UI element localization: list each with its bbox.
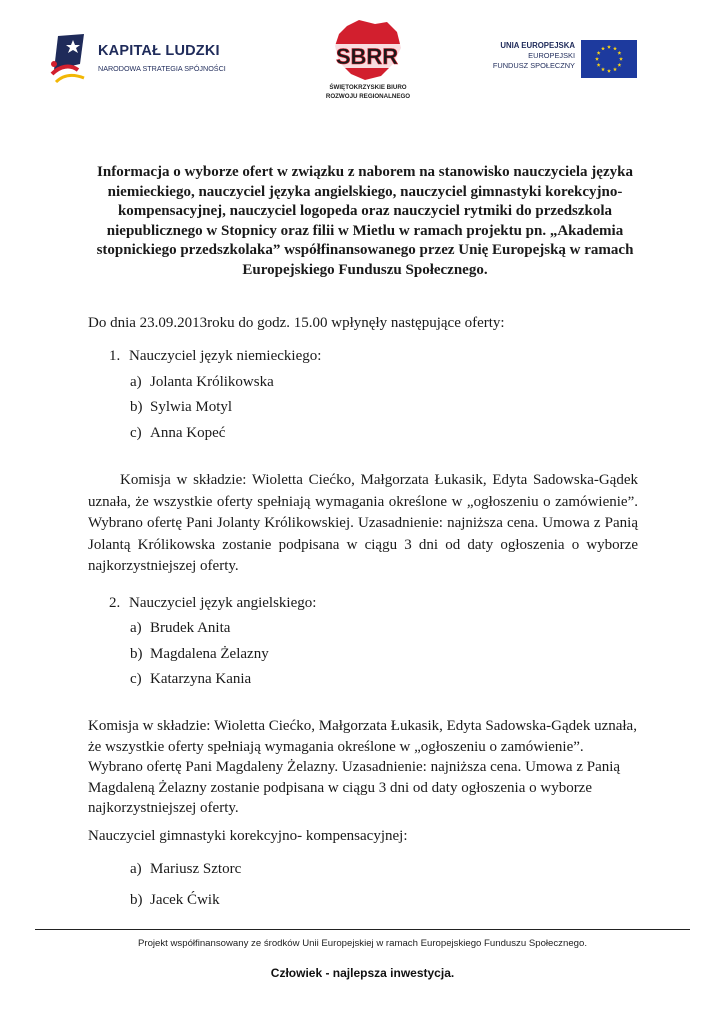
- eu-line3: FUNDUSZ SPOŁECZNY: [492, 61, 575, 70]
- eu-logo-text: [490, 40, 575, 71]
- eu-flag-icon: [581, 40, 637, 78]
- eu-logo: [490, 40, 640, 80]
- section3-heading: Nauczyciel gimnastyki korekcyjno- kompensacyjnej:: [88, 828, 408, 844]
- list-item: [130, 892, 220, 909]
- candidate-name: Anna Kopeć: [150, 425, 226, 441]
- list-marker: c): [130, 425, 142, 441]
- list-item: [130, 671, 251, 688]
- list-marker: b): [130, 892, 143, 908]
- eu-line1: UNIA EUROPEJSKA: [500, 41, 575, 50]
- section1-decision: Komisja w składzie: Wioletta Ciećko, Małgorzata Łukasik, Edyta Sadowska-Gądek uznała, że wszystkie oferty spełniają wymagania określone w „ogłoszeniu o zamówienie”. Wybrano ofertę Pani Jolanty Królikowskiej. Uzasadnienie: najniższa cena. Umowa z Panią Jolantą Królikowska zostanie podpisana w ciągu 3 dni od daty ogłoszenia o wyborze najkorzystniejszej oferty.: [88, 472, 638, 574]
- section1-heading-text: Nauczyciel język niemieckiego:: [129, 348, 322, 364]
- candidate-name: Katarzyna Kania: [150, 671, 252, 687]
- kapital-ludzki-title: KAPITAŁ LUDZKI: [98, 43, 220, 59]
- list-item: [130, 620, 230, 637]
- sbrr-logo-text: SBRR: [335, 44, 399, 69]
- list-marker: a): [130, 861, 142, 877]
- section2-number: 2.: [109, 595, 121, 611]
- section2-heading-text: Nauczyciel język angielskiego:: [129, 595, 317, 611]
- list-marker: a): [130, 374, 142, 390]
- footer-divider: [35, 929, 690, 930]
- eu-line2: EUROPEJSKI: [528, 51, 575, 60]
- list-item: [130, 646, 269, 663]
- intro-text: Do dnia 23.09.2013roku do godz. 15.00 wpłynęły następujące oferty:: [88, 315, 505, 331]
- footer-funding-note: Projekt współfinansowany ze środków Unii Europejskiej w ramach Europejskiego Funduszu Społecznego.: [137, 938, 587, 949]
- footer-slogan: Człowiek - najlepsza inwestycja.: [270, 966, 455, 980]
- list-marker: b): [130, 646, 143, 662]
- list-marker: c): [130, 671, 142, 687]
- candidate-name: Magdalena Żelazny: [150, 646, 269, 662]
- list-marker: a): [130, 620, 142, 636]
- sbrr-line2: ROZWOJU REGIONALNEGO: [325, 93, 411, 100]
- list-item: [130, 399, 232, 416]
- sbrr-line1: ŚWIĘTOKRZYSKIE BIURO: [329, 84, 407, 91]
- sbrr-emblem-icon: [325, 18, 409, 84]
- candidate-name: Brudek Anita: [150, 620, 231, 636]
- sbrr-logo: [313, 18, 423, 110]
- candidate-name: Sylwia Motyl: [150, 399, 233, 415]
- kapital-ludzki-subtitle: NARODOWA STRATEGIA SPÓJNOŚCI: [98, 64, 226, 73]
- candidate-name: Jolanta Królikowska: [150, 374, 274, 390]
- section1-number: 1.: [109, 348, 121, 364]
- document-title: Informacja o wyborze ofert w związku z naborem na stanowisko nauczyciela języka niemieckiego, nauczyciel języka angielskiego, nauczyciel gimnastyki korekcyjno-kompensacyjnej, nauczyciel logopeda oraz nauczyciel rytmiki do przedszkola niepublicznego w Stopnicy oraz filii w Mietlu w ramach projektu pn. „Akademia stopnickiego przedszkolaka” współfinansowanego przez Unię Europejską w ramach Europejskiego Funduszu Społecznego.: [96, 164, 634, 278]
- page-header: [0, 18, 725, 113]
- section2-heading: [109, 595, 316, 612]
- kapital-ludzki-logo: [48, 30, 238, 90]
- candidate-name: Jacek Ćwik: [150, 892, 220, 908]
- list-item: [130, 374, 274, 391]
- list-item: [130, 861, 241, 878]
- list-marker: b): [130, 399, 143, 415]
- list-item: [130, 425, 225, 442]
- section2-decision: Komisja w składzie: Wioletta Ciećko, Małgorzata Łukasik, Edyta Sadowska-Gądek uznała, że wszystkie oferty spełniają wymagania określone w „ogłoszeniu o zamówienie”. Wybrano ofertę Pani Magdaleny Żelazny. Uzasadnienie: najniższa cena. Umowa z Panią Magdaleną Żelazny zostanie podpisana w ciągu 3 dni od daty ogłoszenia o wyborze najkorzystniejszej oferty.: [88, 718, 637, 816]
- section1-heading: [109, 348, 321, 365]
- kapital-ludzki-emblem-icon: [48, 30, 92, 86]
- candidate-name: Mariusz Sztorc: [150, 861, 242, 877]
